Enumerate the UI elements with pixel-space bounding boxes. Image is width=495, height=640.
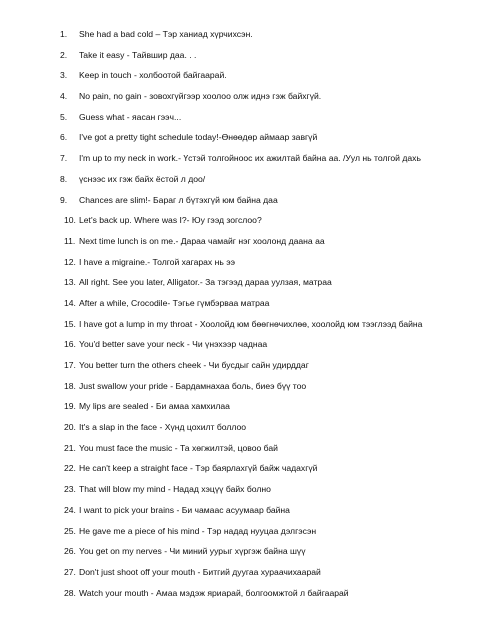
item-number: 4. [60, 91, 68, 102]
item-text: My lips are sealed - Би амаа хамхилаа [79, 401, 230, 412]
list-item [0, 65, 495, 86]
item-text: She had a bad cold – Тэр ханиад хүрчихсэн. [79, 29, 253, 39]
item-text: That will blow my mind - Надад хэцүү байх болно [79, 484, 271, 495]
item-number: 26. [64, 546, 76, 557]
item-text: He gave me a piece of his mind - Тэр надад нууцаа дэлгэсэн [79, 525, 317, 536]
item-number: 24. [64, 504, 76, 515]
list-item [0, 231, 495, 252]
list-item [0, 562, 495, 583]
list-item [0, 500, 495, 521]
list-item [0, 541, 495, 562]
item-number: 17. [64, 360, 76, 370]
item-text: Don't just shoot off your mouth - Битгий дуугаа хураачихаарай [79, 566, 321, 577]
item-number: 1. [60, 29, 68, 39]
item-number: 3. [60, 70, 68, 81]
item-number: 25. [64, 525, 76, 536]
item-text: I want to pick your brains - Би чамаас асуумаар байна [79, 504, 290, 515]
item-number: 5. [60, 111, 68, 122]
list-item [0, 210, 495, 231]
item-text: You get on my nerves - Чи миний уурыг хүргэж байна шүү [79, 546, 306, 557]
list-item [0, 45, 495, 66]
list-item [0, 107, 495, 128]
item-number: 7. [60, 153, 68, 164]
list-item [0, 190, 495, 211]
item-text: Chances are slim!- Бараг л бүтэхгүй юм байна даа [79, 194, 278, 205]
item-number: 8. [60, 173, 68, 184]
list-item [0, 334, 495, 355]
item-text: Take it easy - Тайвшир даа. . . [79, 49, 197, 60]
item-number: 2. [60, 49, 68, 60]
item-number: 20. [64, 422, 76, 433]
list-item [0, 417, 495, 438]
item-text: Keep in touch - холбоотой байгаарай. [79, 70, 227, 81]
list-item [0, 458, 495, 479]
item-text: Next time lunch is on me.- Дараа чамайг нэг хоолонд даана аа [79, 235, 325, 246]
item-text: It's a slap in the face - Хүнд цохилт боллоо [79, 422, 247, 433]
list-item [0, 169, 495, 190]
list-item [0, 521, 495, 542]
list-item [0, 24, 495, 45]
list-item [0, 583, 495, 604]
list-item [0, 479, 495, 500]
list-item [0, 272, 495, 293]
list-item [0, 293, 495, 314]
item-number: 23. [64, 484, 76, 495]
list-item [0, 86, 495, 107]
list-item [0, 396, 495, 417]
item-text: After a while, Crocodile- Тэгье гүмбэрваа матраа [79, 297, 270, 308]
item-number: 21. [64, 442, 76, 453]
item-text: Let's back up. Where was I?- Юу гээд зогслоо? [79, 215, 262, 226]
item-number: 6. [60, 132, 68, 143]
item-text: He can't keep a straight face - Тэр баярлахгүй байж чадахгүй [79, 463, 318, 474]
item-number: 19. [64, 401, 76, 412]
list-item [0, 355, 495, 376]
item-text: No pain, no gain - зовохгүйгээр хоолоо олж иднэ гэж байхгүй. [79, 91, 322, 102]
item-text: All right. See you later, Alligator.- За тэгээд дараа уулзая, матраа [79, 277, 332, 288]
item-text: You better turn the others cheek - Чи бусдыг сайн удирддаг [79, 360, 309, 370]
item-number: 18. [64, 380, 76, 391]
item-text: үснээс их гэж байх ёстой л доо/ [79, 173, 206, 184]
item-text: Watch your mouth - Амаа мэдэж яриарай, болгоомжтой л байгаарай [79, 587, 349, 598]
item-number: 27. [64, 566, 76, 577]
item-text: Guess what - яасан гээч... [79, 111, 182, 122]
list-item [0, 252, 495, 273]
item-number: 28. [64, 587, 76, 598]
list-item [0, 376, 495, 397]
item-text: I have a migraine.- Толгой хагарах нь ээ [79, 256, 235, 267]
item-number: 12. [64, 256, 76, 267]
item-text: You must face the music - Та хөгжилтэй, цовоо бай [79, 442, 278, 453]
item-text: I'm up to my neck in work.- Үстэй толгойноос их ажилтай байна аа. /Уул нь толгой дахь [79, 153, 421, 164]
item-number: 14. [64, 297, 76, 308]
item-number: 13. [64, 277, 76, 288]
item-number: 15. [64, 318, 76, 329]
list-item [0, 148, 495, 169]
list-item [0, 314, 495, 335]
item-text: Just swallow your pride - Бардамнахаа боль, биеэ бүү тоо [79, 380, 307, 391]
item-number: 11. [64, 235, 76, 246]
item-text: You'd better save your neck - Чи үнэхээр чаднаа [79, 339, 268, 350]
item-text: I've got a pretty tight schedule today!-Өнөөдөр аймаар завгүй [79, 132, 318, 143]
item-number: 16. [64, 339, 76, 350]
list-item [0, 438, 495, 459]
item-number: 9. [60, 194, 68, 205]
phrase-list [0, 24, 495, 603]
list-item [0, 127, 495, 148]
item-text: I have got a lump in my throat - Хоолойд юм бөөгнөчихлөө, хоолойд юм тээглээд байна [79, 318, 423, 329]
item-number: 10. [64, 215, 76, 226]
item-number: 22. [64, 463, 76, 474]
